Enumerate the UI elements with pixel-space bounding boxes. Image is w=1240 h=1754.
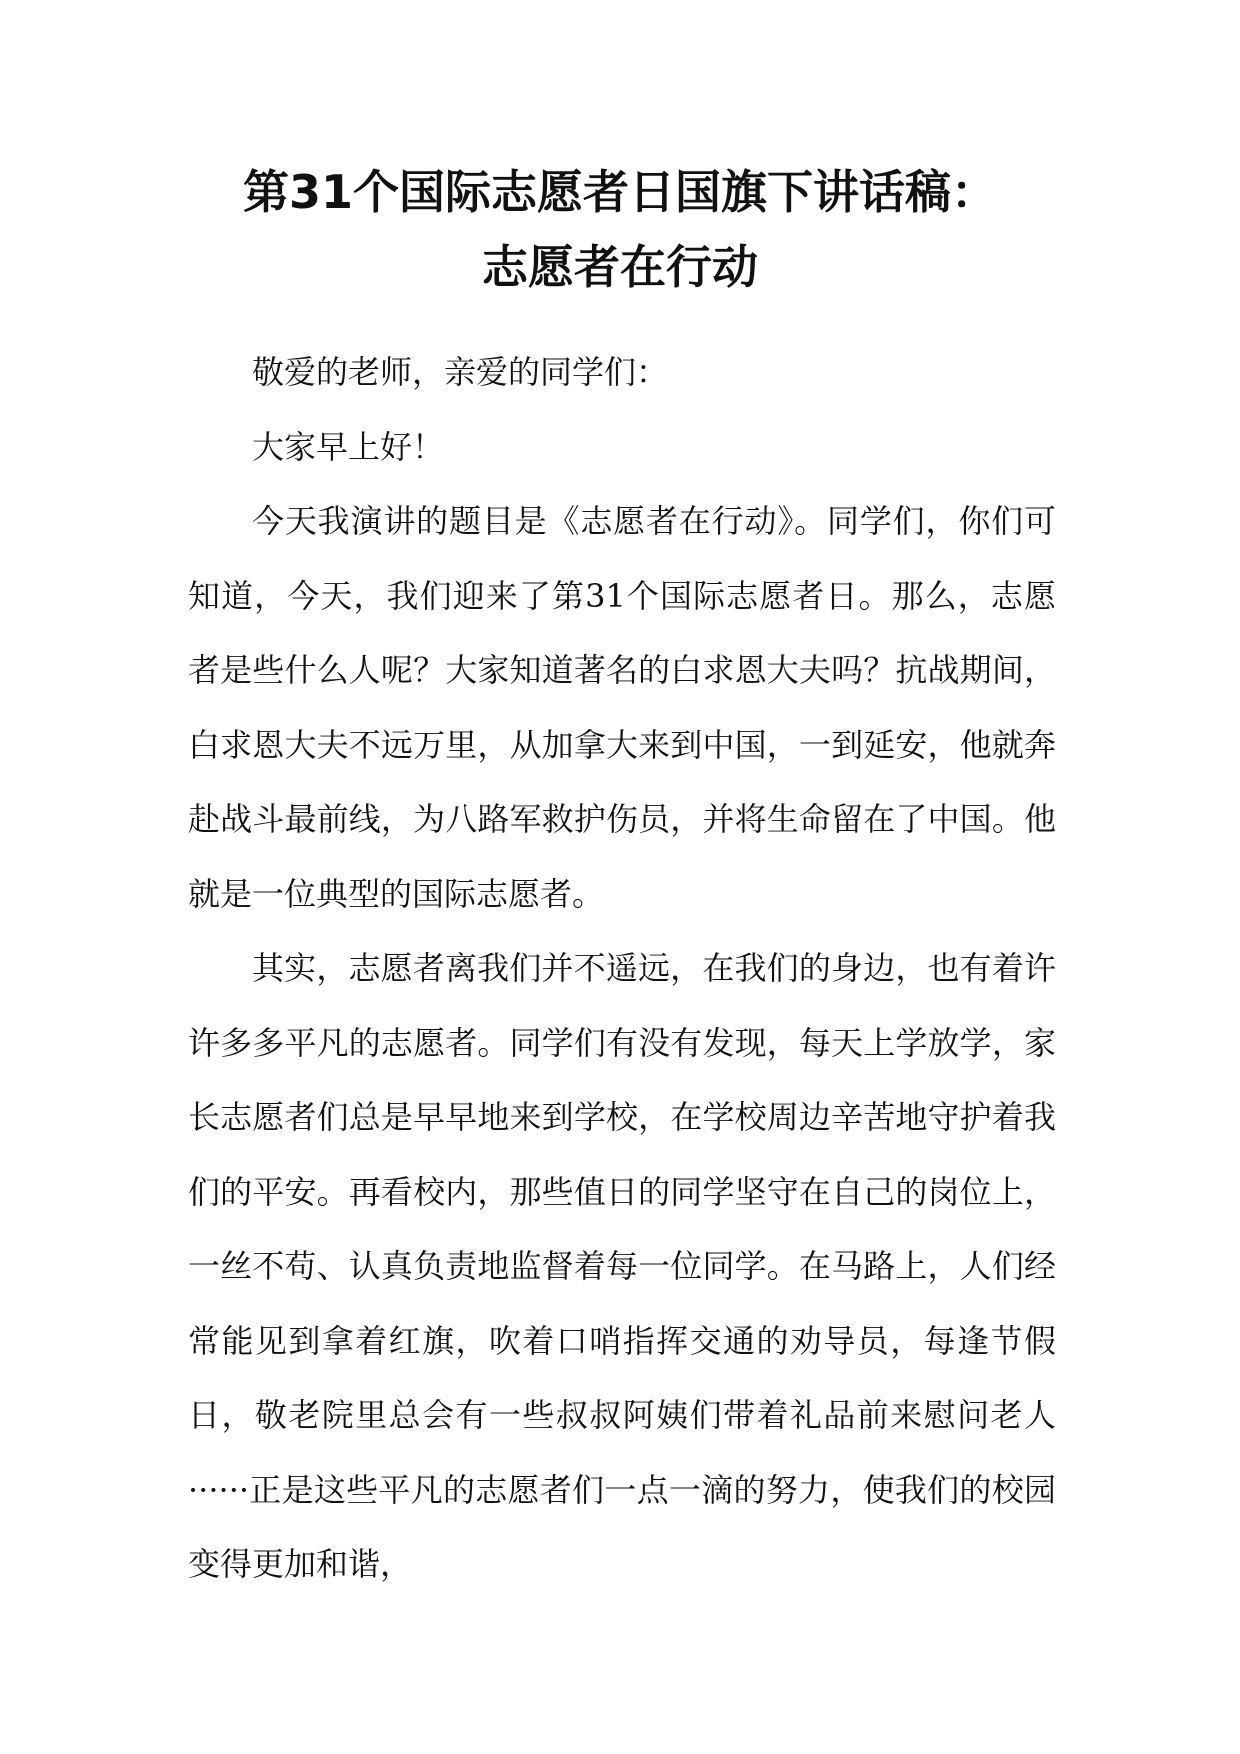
title-line-2: 志愿者在行动: [482, 240, 758, 294]
salutation: 敬爱的老师，亲爱的同学们：: [252, 353, 669, 391]
body-paragraph: 今天我演讲的题目是《志愿者在行动》。同学们，你们可知道，今天，我们迎来了第31个国际志愿者日。那么，志愿者是些什么人呢？大家知道著名的白求恩大夫吗？抗战期间，白求恩大夫不远万里，从加拿大来到中国，一到延安，他就奔赴战斗最前线，为八路军救护伤员，并将生命留在了中国。他就是一位典型的国际志愿者。: [188, 502, 1056, 913]
body-paragraph: 其实，志愿者离我们并不遥远，在我们的身边，也有着许许多多平凡的志愿者。同学们有没有发现，每天上学放学，家长志愿者们总是早早地来到学校，在学校周边辛苦地守护着我们的平安。再看校内，那些值日的同学坚守在自己的岗位上，一丝不苟、认真负责地监督着每一位同学。在马路上，人们经常能见到拿着红旗，吹着口哨指挥交通的劝导员，每逢节假日，敬老院里总会有一些叔叔阿姨们带着礼品前来慰问老人······正是这些平凡的志愿者们一点一滴的努力，使我们的校园变得更加和谐，: [188, 949, 1056, 1583]
document-body: [188, 335, 1056, 1602]
document-title: [0, 155, 1240, 305]
title-line-1: 第31个国际志愿者日国旗下讲话稿：: [242, 165, 997, 219]
greeting: 大家早上好！: [252, 427, 445, 466]
